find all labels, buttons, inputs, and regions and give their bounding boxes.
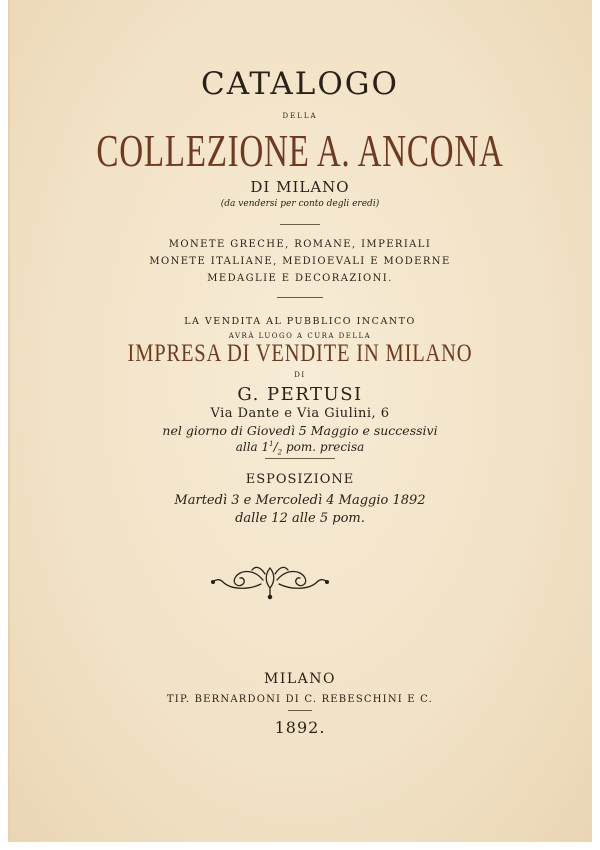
- divider: [277, 297, 323, 298]
- auction-time: alla $1^1/_2$ pom. precisa: [235, 440, 365, 457]
- time-frac-num: 1: [269, 440, 274, 448]
- auctioneer-name: G. PERTUSI: [237, 384, 363, 405]
- contents-line-2: MONETE ITALIANE, MEDIOEVALI E MODERNE: [149, 256, 451, 267]
- sale-line: LA VENDITA AL PUBBLICO INCANTO: [184, 316, 416, 327]
- imprint-city: MILANO: [264, 671, 336, 687]
- divider: [280, 224, 320, 225]
- exhibition-dates: Martedì 3 e Mercoledì 4 Maggio 1892: [174, 493, 426, 508]
- contents-line-1: MONETE GRECHE, ROMANE, IMPERIALI: [168, 239, 432, 250]
- catalog-title: CATALOGO: [201, 66, 399, 102]
- publication-year: 1892.: [274, 718, 326, 737]
- di-label: DI: [294, 371, 306, 379]
- divider: [288, 710, 312, 711]
- collection-name: COLLEZIONE A. ANCONA: [96, 125, 504, 176]
- auction-date: nel giorno di Giovedì 5 Maggio e successivi: [162, 423, 438, 438]
- contents-line-3: MEDAGLIE E DECORAZIONI.: [207, 273, 393, 284]
- auction-house-name: IMPRESA DI VENDITE IN MILANO: [127, 340, 473, 367]
- heirs-note: (da vendersi per conto degli eredi): [220, 199, 380, 209]
- printer-line: TIP. BERNARDONI DI C. REBESCHINI E C.: [166, 694, 434, 705]
- time-frac-den: 2: [277, 448, 283, 457]
- time-suffix: pom. precisa: [285, 440, 365, 454]
- time-prefix: alla 1: [235, 440, 270, 454]
- avra-line: AVRÀ LUOGO A CURA DELLA: [228, 332, 372, 340]
- city-line: DI MILANO: [250, 178, 350, 196]
- exhibition-hours: dalle 12 alle 5 pom.: [235, 511, 365, 526]
- exhibition-title: ESPOSIZIONE: [245, 472, 355, 487]
- ornament-icon: [205, 560, 335, 602]
- auction-address: Via Dante e Via Giulini, 6: [210, 406, 390, 421]
- della-label: DELLA: [282, 112, 318, 120]
- divider: [265, 458, 335, 459]
